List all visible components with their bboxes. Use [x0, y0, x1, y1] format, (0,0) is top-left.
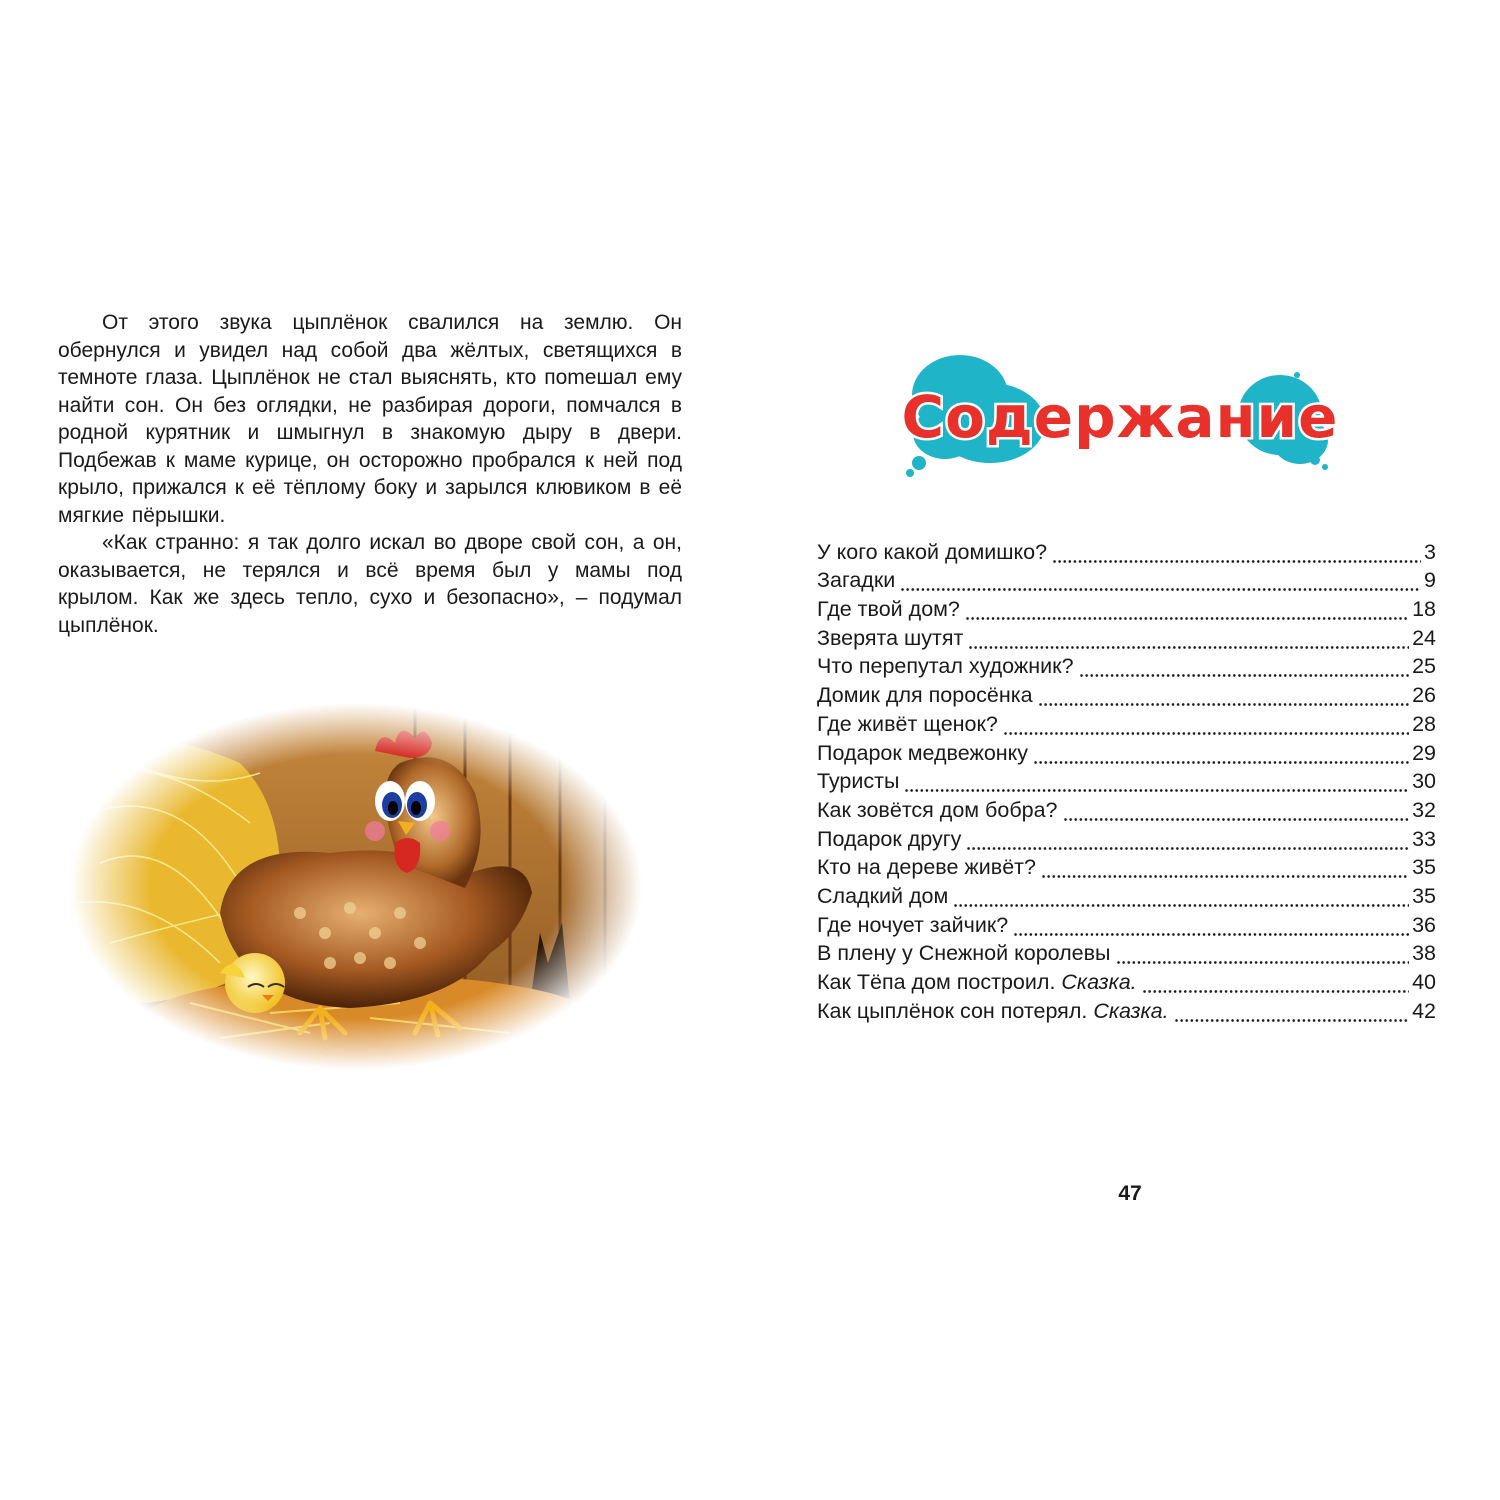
contents-title: Содержание	[901, 383, 1339, 451]
toc-page: 40	[1412, 970, 1436, 994]
toc-page: 25	[1412, 654, 1436, 679]
toc-title: Как зовётся дом бобра?	[817, 797, 1058, 822]
toc-title: Подарок медвежонку	[817, 740, 1029, 765]
dot-leader	[1003, 710, 1409, 738]
dot-leader	[904, 767, 1409, 795]
toc-entry[interactable]	[817, 967, 1436, 996]
toc-entry[interactable]	[817, 566, 1436, 595]
toc-page: 30	[1412, 769, 1436, 794]
toc-title: Где ночует зайчик?	[817, 912, 1009, 937]
toc-title: В плену у Снежной королевы	[817, 941, 1111, 966]
toc-title: У кого какой домишко?	[817, 539, 1048, 564]
toc-title: Как цыплёнок сон потерял. Сказка.	[817, 998, 1169, 1023]
toc-page: 35	[1412, 855, 1436, 880]
toc-entry[interactable]	[817, 680, 1436, 709]
hen-and-chick-in-henhouse-illustration	[70, 703, 642, 1070]
toc-title: Где твой дом?	[817, 597, 960, 622]
toc-entry[interactable]	[817, 853, 1436, 882]
toc-entry[interactable]	[817, 652, 1436, 681]
toc-entry[interactable]	[817, 910, 1436, 939]
right-page	[750, 0, 1500, 1500]
toc-title: Домик для поросёнка	[817, 683, 1033, 708]
toc-title: Кто на дереве живёт?	[817, 855, 1036, 880]
toc-title: Сладкий дом	[817, 883, 949, 908]
toc-title: Как Тёпа дом построил. Сказка.	[817, 970, 1137, 994]
toc-entry[interactable]	[817, 738, 1436, 767]
dot-leader	[1116, 939, 1410, 967]
toc-entry[interactable]	[817, 996, 1436, 1025]
table-of-contents	[817, 537, 1436, 1025]
toc-genre: Сказка.	[1093, 998, 1169, 1023]
toc-title: Подарок другу	[817, 826, 962, 851]
dot-leader	[966, 825, 1409, 853]
toc-entry[interactable]	[817, 709, 1436, 738]
toc-page: 38	[1412, 941, 1436, 966]
toc-genre: Сказка.	[1061, 970, 1137, 994]
toc-page: 32	[1412, 797, 1436, 822]
toc-page: 35	[1412, 883, 1436, 908]
toc-page: 18	[1412, 597, 1436, 622]
cloud-heading-graphic	[901, 345, 1339, 475]
dot-leader	[1079, 652, 1410, 680]
dot-leader	[953, 882, 1409, 910]
toc-entry[interactable]	[817, 537, 1436, 566]
toc-entry[interactable]	[817, 594, 1436, 623]
dot-leader	[1174, 997, 1409, 1025]
toc-page: 26	[1412, 683, 1436, 708]
toc-entry[interactable]	[817, 824, 1436, 853]
dot-leader	[1063, 796, 1410, 824]
toc-page: 42	[1412, 998, 1436, 1023]
toc-entry[interactable]	[817, 881, 1436, 910]
toc-entry[interactable]	[817, 939, 1436, 968]
toc-page: 9	[1424, 568, 1436, 593]
hen-and-chick-illustration	[70, 703, 642, 1070]
toc-page: 3	[1424, 539, 1436, 564]
story-paragraph: «Как странно: я так долго искал во дворе свой сон, а он, оказывается, не терялся и всё время был у мамы под крылом. Как же здесь тепло, сухо и безопасно», – подумал цыплёнок.	[58, 531, 682, 637]
toc-title: Загадки	[817, 568, 896, 593]
toc-title: Зверята шутят	[817, 625, 964, 650]
story-paragraph: От этого звука цыплёнок свалился на землю. Он обернулся и увидел над собой два жёлтых, светящихся в темноте глаза. Цыплёнок не стал выяснять, кто поmешал ему найти сон. Он без оглядки, не разбирая дороги, помчался в родной курятник и шмыгнул в знакомую дыру в двери. Подбежав к маме курице, он осторожно пробрался к ней под крыло, прижался к её тёплому боку и зарылся клювиком в её мягкие пёрышки.	[58, 311, 682, 527]
dot-leader	[1041, 853, 1409, 881]
dot-leader	[1038, 681, 1410, 709]
toc-page: 36	[1412, 912, 1436, 937]
dot-leader	[1013, 911, 1409, 939]
dot-leader	[1052, 538, 1421, 566]
toc-entry[interactable]	[817, 623, 1436, 652]
dot-leader	[965, 595, 1409, 623]
toc-page: 24	[1412, 625, 1436, 650]
dot-leader	[1033, 739, 1409, 767]
dot-leader	[900, 566, 1421, 594]
contents-heading	[901, 345, 1339, 475]
toc-title: Где живёт щенок?	[817, 711, 998, 736]
dot-leader	[1142, 968, 1409, 996]
dot-leader	[968, 624, 1409, 652]
toc-page: 28	[1412, 711, 1436, 736]
toc-title: Туристы	[817, 769, 900, 794]
toc-page: 33	[1412, 826, 1436, 851]
page-number: 47	[1118, 1182, 1142, 1205]
toc-page: 29	[1412, 740, 1436, 765]
toc-entry[interactable]	[817, 795, 1436, 824]
story-text	[58, 309, 682, 639]
toc-title: Что перепутал художник?	[817, 654, 1074, 679]
toc-entry[interactable]	[817, 767, 1436, 796]
